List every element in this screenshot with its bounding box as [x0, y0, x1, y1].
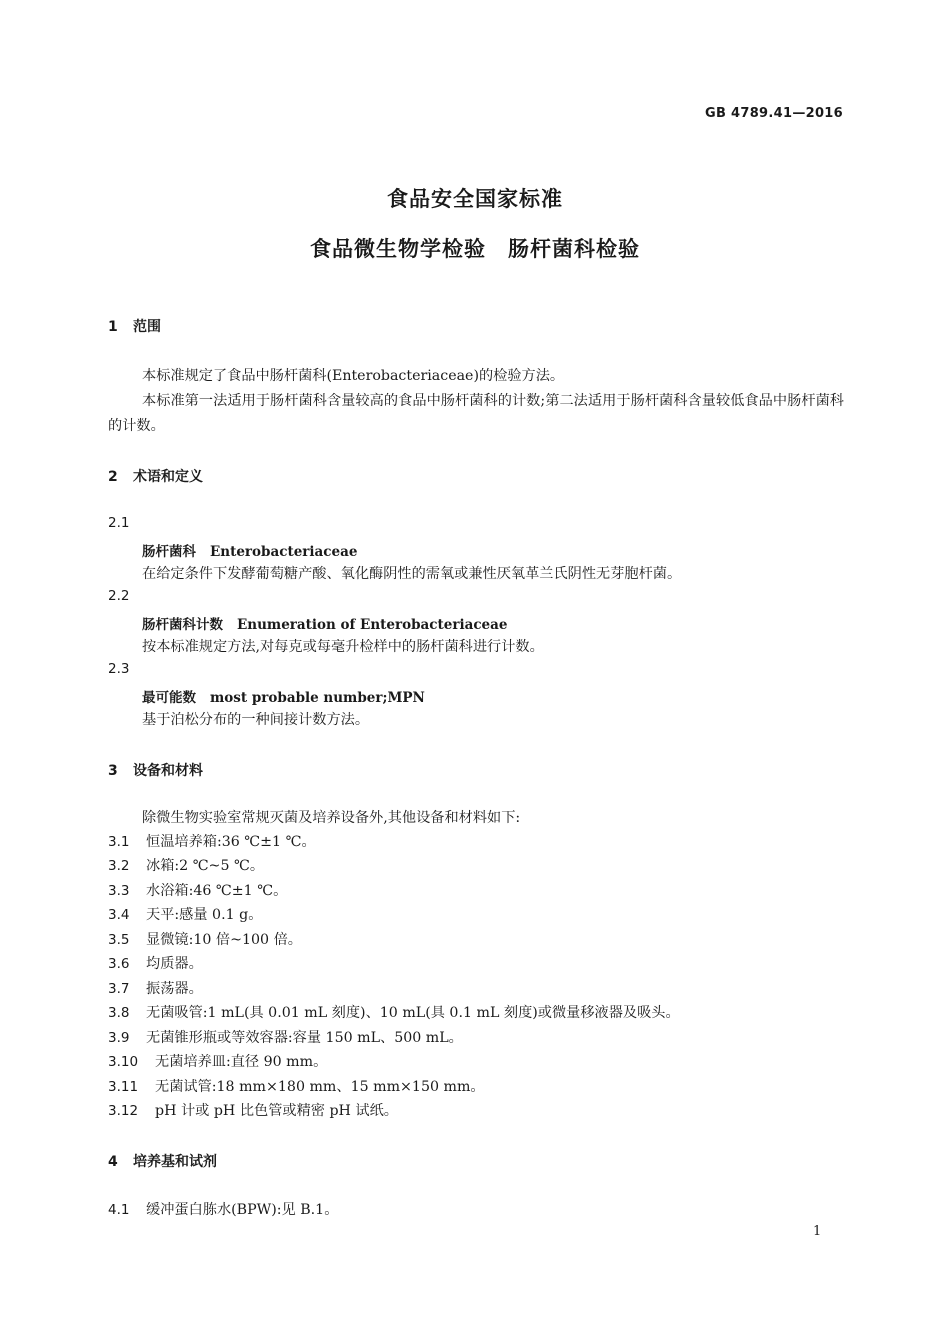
item-number: 3.2 — [108, 858, 130, 874]
section-number: 1 — [108, 319, 118, 335]
item-text: 天平:感量 0.1 g。 — [146, 907, 263, 923]
list-item — [108, 1100, 398, 1120]
item-number: 3.3 — [108, 883, 130, 899]
paragraph: 除微生物实验室常规灭菌及培养设备外,其他设备和材料如下: — [142, 810, 521, 826]
section-heading — [108, 760, 203, 780]
term-chinese: 最可能数 — [142, 690, 196, 706]
section-number: 4 — [108, 1154, 118, 1170]
list-item — [108, 1076, 485, 1096]
section-heading — [108, 316, 161, 336]
item-number: 3.8 — [108, 1005, 130, 1021]
list-item — [108, 978, 203, 998]
item-number: 3.6 — [108, 956, 130, 972]
item-text: 恒温培养箱:36 ℃±1 ℃。 — [146, 834, 316, 850]
section-title: 培养基和试剂 — [133, 1154, 217, 1170]
item-text: 冰箱:2 ℃~5 ℃。 — [146, 858, 265, 874]
definition-text: 按本标准规定方法,对每克或每毫升检样中的肠杆菌科进行计数。 — [142, 639, 544, 655]
definition-number: 2.1 — [108, 515, 130, 531]
item-number: 4.1 — [108, 1202, 130, 1218]
page-number: 1 — [813, 1224, 822, 1239]
section-heading — [108, 1151, 217, 1171]
paragraph: 本标准第一法适用于肠杆菌科含量较高的食品中肠杆菌科的计数;第二法适用于肠杆菌科含量较低食品中肠杆菌科的计数。 — [108, 393, 844, 434]
list-item — [108, 1199, 338, 1219]
definition-term — [142, 686, 425, 706]
list-item — [108, 904, 262, 924]
section-heading — [108, 466, 203, 486]
list-item — [108, 1051, 327, 1071]
item-number: 3.10 — [108, 1054, 139, 1070]
item-number: 3.11 — [108, 1079, 139, 1095]
definition-term — [142, 613, 507, 633]
term-chinese: 肠杆菌科计数 — [142, 617, 223, 633]
definition-term — [142, 540, 357, 560]
item-text: 显微镜:10 倍~100 倍。 — [146, 932, 302, 948]
section-title: 设备和材料 — [133, 763, 203, 779]
item-number: 3.5 — [108, 932, 130, 948]
item-number: 3.7 — [108, 981, 130, 997]
item-text: 均质器。 — [146, 956, 203, 972]
item-text: pH 计或 pH 比色管或精密 pH 试纸。 — [155, 1103, 398, 1119]
item-text: 振荡器。 — [146, 981, 203, 997]
section-number: 2 — [108, 469, 118, 485]
item-number: 3.12 — [108, 1103, 139, 1119]
definition-text: 在给定条件下发酵葡萄糖产酸、氧化酶阴性的需氧或兼性厌氧革兰氏阴性无芽胞杆菌。 — [142, 566, 682, 582]
term-english: Enumeration of Enterobacteriaceae — [237, 617, 508, 633]
item-number: 3.4 — [108, 907, 130, 923]
item-number: 3.1 — [108, 834, 130, 850]
item-number: 3.9 — [108, 1030, 130, 1046]
paragraph: 本标准规定了食品中肠杆菌科(Enterobacteriaceae)的检验方法。 — [142, 368, 565, 384]
item-text: 无菌锥形瓶或等效容器:容量 150 mL、500 mL。 — [146, 1030, 463, 1046]
definition-text: 基于泊松分布的一种间接计数方法。 — [142, 712, 370, 728]
standard-number: GB 4789.41—2016 — [705, 106, 843, 121]
section-title: 范围 — [133, 319, 161, 335]
definition-number: 2.2 — [108, 588, 130, 604]
item-text: 无菌培养皿:直径 90 mm。 — [155, 1054, 328, 1070]
page-title: 食品安全国家标准 — [387, 187, 563, 211]
list-item — [108, 831, 316, 851]
list-item — [108, 929, 302, 949]
list-item — [108, 1002, 680, 1022]
item-text: 无菌吸管:1 mL(具 0.01 mL 刻度)、10 mL(具 0.1 mL 刻度)或微量移液器及吸头。 — [146, 1005, 680, 1021]
term-chinese: 肠杆菌科 — [142, 544, 196, 560]
page-subtitle: 食品微生物学检验 肠杆菌科检验 — [310, 237, 640, 261]
term-english: most probable number;MPN — [210, 690, 425, 706]
section-title: 术语和定义 — [133, 469, 203, 485]
item-text: 水浴箱:46 ℃±1 ℃。 — [146, 883, 288, 899]
item-text: 缓冲蛋白胨水(BPW):见 B.1。 — [146, 1202, 339, 1218]
section-number: 3 — [108, 763, 118, 779]
definition-number: 2.3 — [108, 661, 130, 677]
list-item — [108, 855, 264, 875]
item-text: 无菌试管:18 mm×180 mm、15 mm×150 mm。 — [155, 1079, 485, 1095]
term-english: Enterobacteriaceae — [210, 544, 358, 560]
list-item — [108, 1027, 463, 1047]
list-item — [108, 880, 287, 900]
list-item — [108, 953, 203, 973]
